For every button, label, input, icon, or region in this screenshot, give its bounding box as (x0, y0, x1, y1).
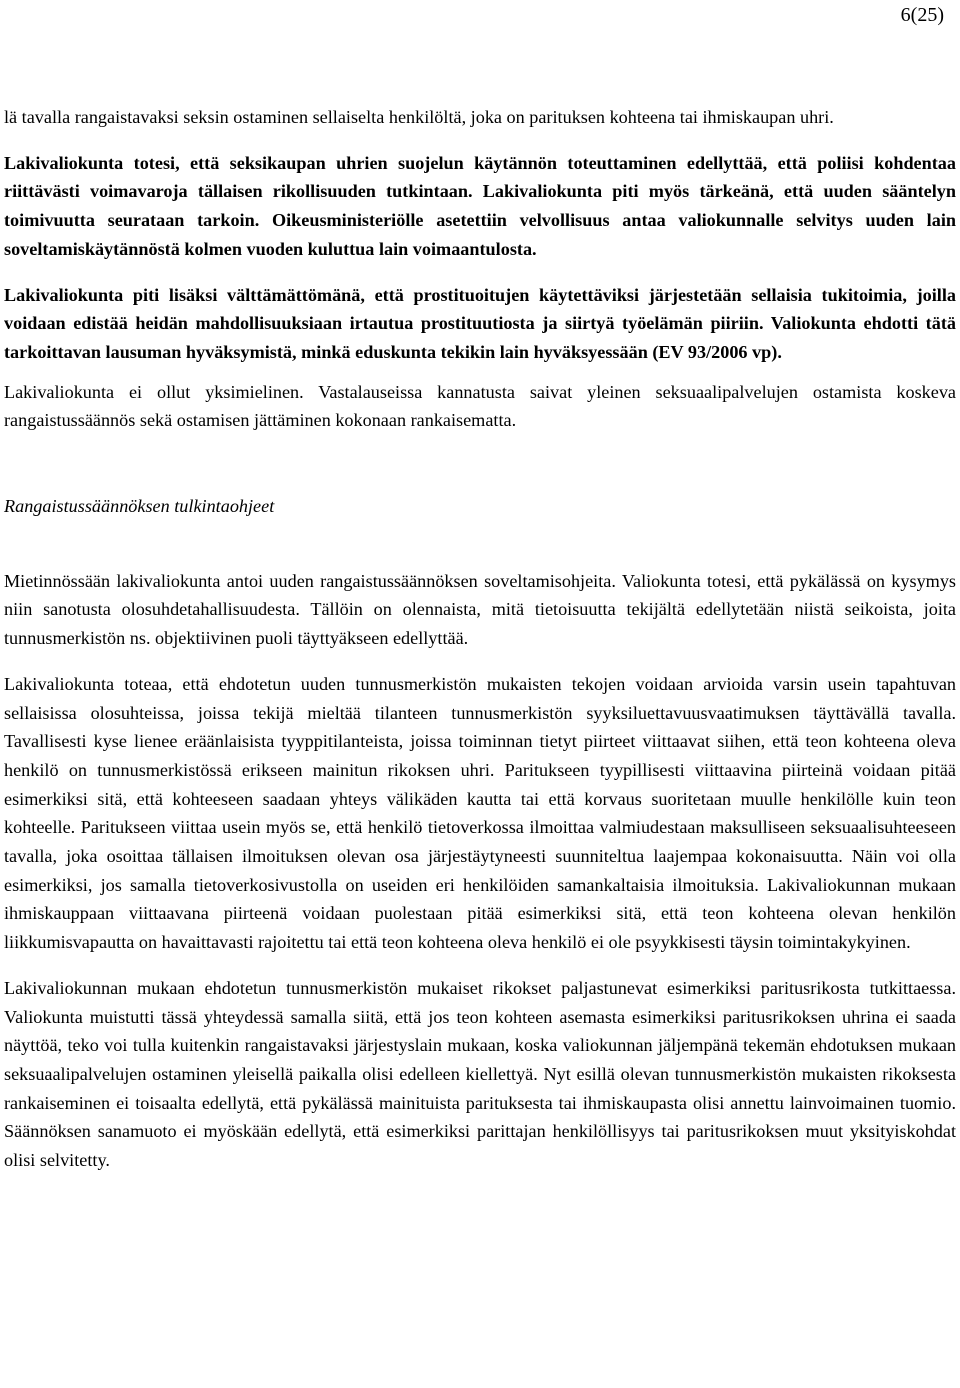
section-heading: Rangaistussäännöksen tulkintaohjeet (4, 496, 275, 517)
paragraph-tulkinta-2: Lakivaliokunta toteaa, että ehdotetun uuden tunnusmerkistön mukaisten tekojen voidaan arvioida varsin usein tapahtuvan sellaisissa olosuhteissa, joissa tekijä mieltää tilanteen tunnusmerkistön syyksiluettavuusvaatimuksen täyttävällä tavalla. Tavallisesti kyse lienee eräänlaisista tyyppitilanteista, joissa toiminnan tietyt piirteet viittaavat siihen, että teon kohteena oleva henkilö on tunnusmerkistössä erikseen mainitun rikoksen uhri. Paritukseen tyypillisesti viittaavina piirteinä voidaan pitää esimerkiksi sitä, että kohteeseen saadaan yhteys välikäden kautta tai että korvaus suoritetaan muulle henkilölle kuin teon kohteelle. Paritukseen viittaa usein myös se, että henkilö tietoverkossa ilmoittaa valmiudestaan maksulliseen seksuaalisuhteeseen tavalla, joka osoittaa tällaisen ilmoituksen olevan osa järjestäytyneesti suunniteltua laajempaa kokonaisuutta. Näin voi olla esimerkiksi, jos samalla tietoverkosivustolla on useiden eri henkilöiden samankaltaisia ilmoituksia. Lakivaliokunnan mukaan ihmiskauppaan viittaavana piirteenä voidaan puolestaan pitää esimerkiksi sitä, että teon kohteena olevan henkilön liikkumisvapautta on havaittavasti rajoitettu tai että teon kohteena oleva henkilö ei ole psyykkisesti täysin toimintakykyinen. (4, 673, 956, 953)
paragraph-bold-1 (4, 149, 956, 264)
paragraph-tulkinta-1: Mietinnössään lakivaliokunta antoi uuden rangaistussäännöksen soveltamisohjeita. Valiokunta totesi, että pykälässä on kysymys niin sanotusta olosuhdetahallisuudesta. Tällöin on olennaista, mitä tietoisuutta tekijältä edellytetään niistä seikoista, joita tunnusmerkistön ns. objektiivinen puoli täyttyäkseen edellyttää. (4, 570, 956, 649)
paragraph-vastalauseet: Lakivaliokunta ei ollut yksimielinen. Vastalauseissa kannatusta saivat yleinen seksuaalipalvelujen ostamista koskeva rangaistussäännös sekä ostamisen jättäminen kokonaan rankaisematta. (4, 381, 956, 431)
bold-text: Lakivaliokunta piti lisäksi välttämättömänä, että prostituoitujen käytettäviksi järjestetään sellaisia tukitoimia, joilla voidaan edistää heidän mahdollisuuksiaan irtautua prostituutiosta ja siirtyä työelämän piiriin. Valiokunta ehdotti tätä tarkoittavan lausuman hyväksymistä, minkä eduskunta tekikin lain hyväksyessään (EV 93/2006 vp). (4, 284, 956, 362)
page-number: 6(25) (900, 4, 944, 26)
paragraph-tulkinta-3: Lakivaliokunnan mukaan ehdotetun tunnusmerkistön mukaiset rikokset paljastunevat esimerkiksi paritusrikosta tutkittaessa. Valiokunta muistutti tässä yhteydessä samalla siitä, että jos teon kohteen asemasta esimerkiksi paritusrikoksen uhrina ei saada näyttöä, teko voi tulla kuitenkin rangaistavaksi järjestyslain mukaan, koska valiokunnan jäljempänä tekemän ehdotuksen mukaan seksuaalipalvelujen ostaminen yleisellä paikalla olisi edelleen kiellettyä. Nyt esillä olevan tunnusmerkistön mukaisten rikoksesta rankaiseminen ei toisaalta edellytä, että pykälässä mainituista parituksesta tai ihmiskaupasta olisi annettu lainvoimainen tuomio. Säännöksen sanamuoto ei myöskään edellytä, että esimerkiksi parittajan henkilöllisyys tai paritusrikoksen muut yksityiskohdat olisi selvitetty. (4, 977, 956, 1171)
bold-text: Lakivaliokunta totesi, että seksikaupan uhrien suojelun käytännön toteuttaminen edellyttää, että poliisi kohdentaa riittävästi voimavaroja tällaisen rikollisuuden tutkintaan. Lakivaliokunta piti myös tärkeänä, että uuden sääntelyn toimivuutta seurataan tarkoin. Oikeusministeriölle asetettiin velvollisuus antaa valiokunnalle selvitys uuden lain soveltamiskäytännöstä kolmen vuoden kuluttua lain voimaantulosta. (4, 152, 956, 259)
document-body (4, 103, 956, 1175)
paragraph-intro: lä tavalla rangaistavaksi seksin ostaminen sellaiselta henkilöltä, joka on parituksen kohteena tai ihmiskaupan uhri. (4, 107, 834, 127)
paragraph-bold-2 (4, 281, 956, 367)
